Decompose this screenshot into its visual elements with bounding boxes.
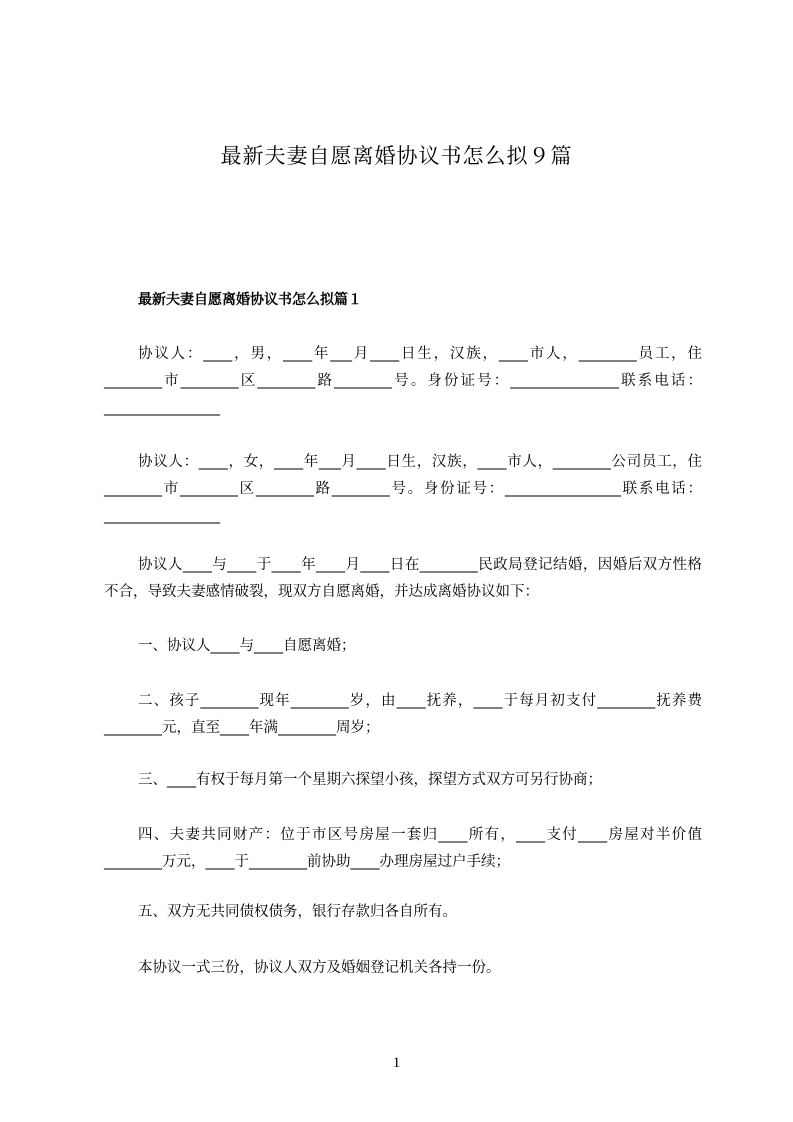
page-number: 1 (392, 1055, 401, 1071)
paragraph-clause-5: 五、双方无共同债权债务，银行存款归各自所有。 (138, 904, 457, 920)
paragraph-party-1: 协议人：____，男，____年___月____日生，汉族，____市人，________员工，住________市________区________路________号。身份证号：_______________联系电话：________________ (104, 346, 702, 416)
paragraph-party-2: 协议人：____，女，____年___月____日生，汉族，____市人，________公司员工，住________市________区________路________号。身份证号：________________联系电话：________________ (104, 454, 702, 524)
paragraph-clause-4: 四、夫妻共同财产：位于市区号房屋一套归____所有，____支付____房屋对半价值________万元，____于________前协助____办理房屋过户手续； (104, 827, 702, 870)
paragraph-clause-2: 二、孩子________现年________岁，由____抚养，____于每月初支付________抚养费________元，直至____年满________周岁； (104, 693, 702, 736)
section-heading: 最新夫妻自愿离婚协议书怎么拟篇１ (138, 292, 362, 308)
paragraph-marriage-info: 协议人____与____于____年____月____日在________民政局登记结婚，因婚后双方性格不合，导致夫妻感情破裂，现双方自愿离婚，并达成离婚协议如下： (104, 557, 702, 600)
paragraph-clause-3: 三、____有权于每月第一个星期六探望小孩，探望方式双方可另行协商； (138, 772, 602, 788)
paragraph-clause-1: 一、协议人____与____自愿离婚； (138, 638, 356, 654)
paragraph-copies: 本协议一式三份，协议人双方及婚姻登记机关各持一份。 (138, 960, 501, 976)
document-title: 最新夫妻自愿离婚协议书怎么拟９篇 (220, 144, 573, 168)
